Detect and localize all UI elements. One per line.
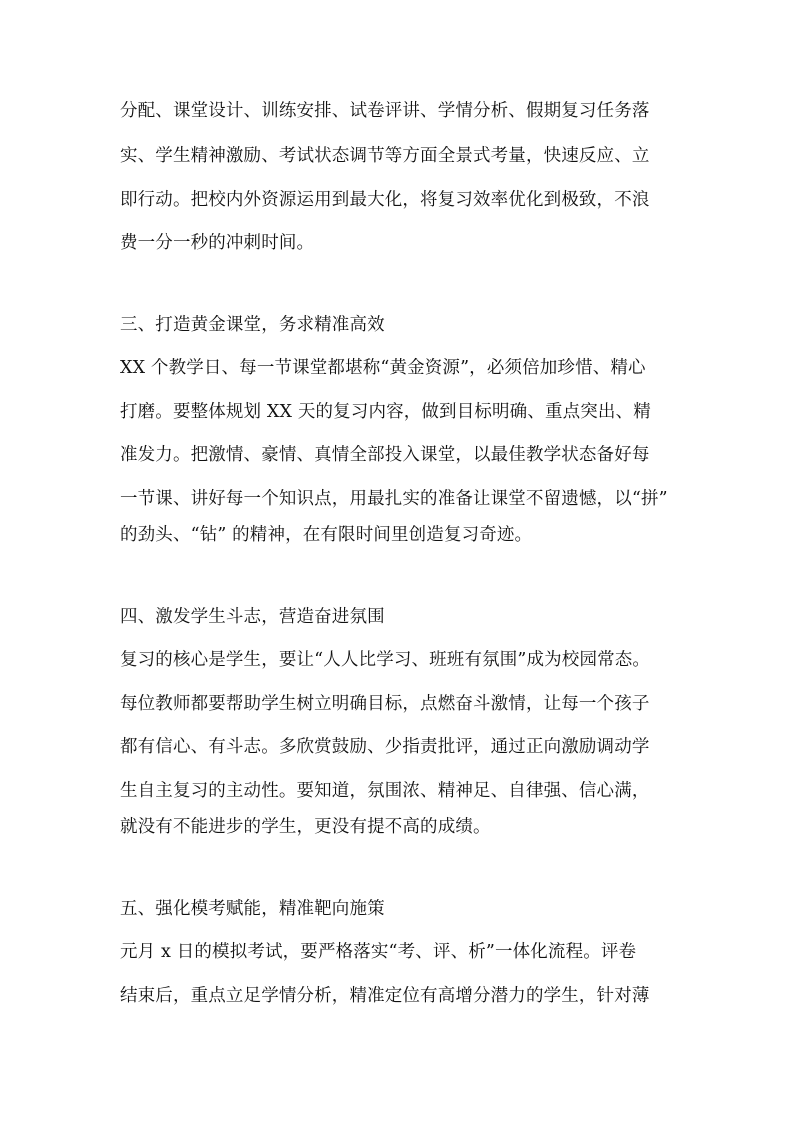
paragraph-line: 即行动。把校内外资源运用到最大化，将复习效率优化到极致，不浪 [120,190,650,210]
paragraph-line: 复习的核心是学生，要让“人人比学习、班班有氛围”成为校园常态。 [120,650,651,670]
paragraph-line: 每位教师都要帮助学生树立明确目标，点燃奋斗激情，让每一个孩子 [120,694,650,714]
paragraph-line: 一节课、讲好每一个知识点，用最扎实的准备让课堂不留遗憾，以“拼” [120,489,668,509]
section-heading: 三、打造黄金课堂，务求精准高效 [120,315,385,335]
paragraph-line: 都有信心、有斗志。多欣赏鼓励、少指责批评，通过正向激励调动学 [120,737,650,757]
section-heading: 五、强化模考赋能，精准靶向施策 [120,899,385,919]
paragraph-line: 结束后，重点立足学情分析，精准定位有高增分潜力的学生，针对薄 [120,986,650,1006]
paragraph-line: 分配、课堂设计、训练安排、试卷评讲、学情分析、假期复习任务落 [120,101,650,121]
paragraph-line: XX 个教学日、每一节课堂都堪称“黄金资源”，必须倍加珍惜、精心 [120,358,646,378]
paragraph-line: 打磨。要整体规划 XX 天的复习内容，做到目标明确、重点突出、精 [120,402,651,422]
paragraph-line: 元月 x 日的模拟考试，要严格落实“考、评、析”一体化流程。评卷 [120,942,637,962]
paragraph-line: 生自主复习的主动性。要知道，氛围浓、精神足、自律强、信心满， [120,781,650,801]
paragraph-line: 实、学生精神激励、考试状态调节等方面全景式考量，快速反应、立 [120,146,650,166]
paragraph-line: 的劲头、“钻” 的精神，在有限时间里创造复习奇迹。 [120,525,533,545]
paragraph-line: 准发力。把激情、豪情、真情全部投入课堂，以最佳教学状态备好每 [120,445,650,465]
paragraph-line: 费一分一秒的冲刺时间。 [120,233,315,253]
section-heading: 四、激发学生斗志，营造奋进氛围 [120,607,385,627]
paragraph-line: 就没有不能进步的学生，更没有提不高的成绩。 [120,817,491,837]
